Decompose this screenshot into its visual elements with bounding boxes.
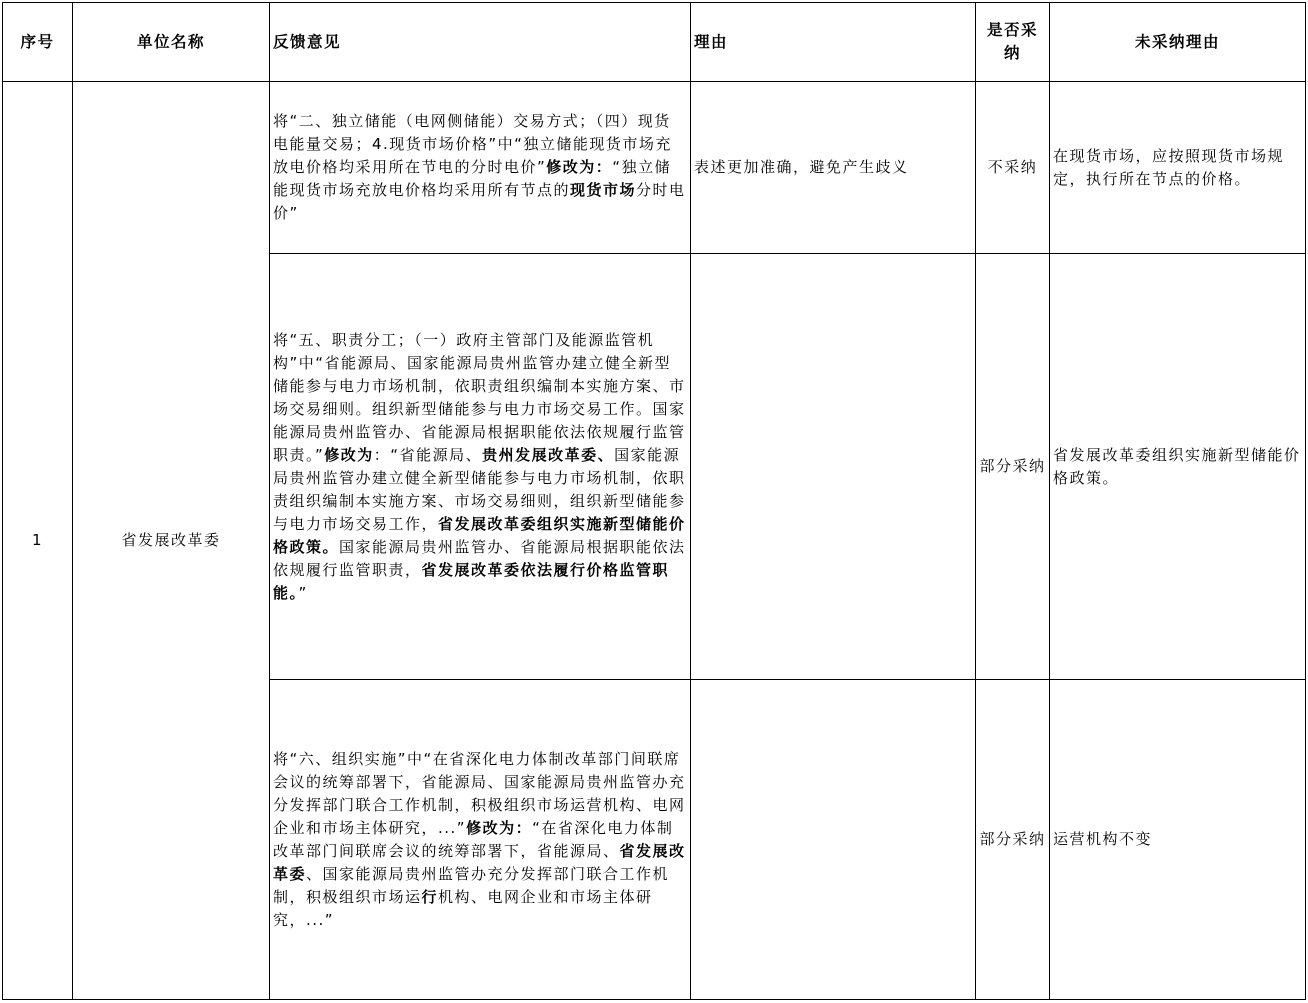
header-row	[3, 3, 1306, 82]
feedback-bold-run: 修改为：	[466, 818, 533, 837]
header-feedback: 反馈意见	[270, 3, 691, 82]
feedback-bold-run: 省发展改革委依法履行价格监管职能。	[273, 560, 670, 602]
feedback-text	[273, 112, 686, 222]
feedback-bold-run: 修改为	[324, 445, 374, 464]
feedback-run: 将“六、组织实施”中“在省深化电力体制改革部门间联席会议的统筹部署下，省能源局、国家能源局贵州监管办充分发挥部门联合工作机制，积极组织市场运营机构、电网企业和市场主体研究，...”	[273, 749, 686, 837]
adopted-cell: 不采纳	[976, 82, 1050, 254]
feedback-cell	[270, 82, 691, 254]
feedback-cell	[270, 680, 691, 1000]
feedback-run: 将“五、职责分工；（一）政府主管部门及能源监管机构”中“省能源局、国家能源局贵州监管办建立健全新型储能参与电力市场机制，依职责组织编制本实施方案、市场交易细则。组织新型储能参与电力市场交易工作。国家能源局贵州监管办、省能源局根据职能依法依规履行监管职责。”	[273, 330, 686, 464]
feedback-run: “独立储能现货市场充放电价格均采用所有节点的	[273, 158, 672, 199]
feedback-bold-run: 现货市场	[570, 181, 637, 199]
feedback-text	[273, 750, 686, 929]
feedback-run: ”	[298, 583, 308, 602]
feedback-run: 、国家能源局贵州监管办充分发挥部门联合工作机制，积极组织市场运	[273, 864, 670, 906]
feedback-run: ：“省能源局、	[373, 445, 483, 464]
adopted-cell: 部分采纳	[976, 680, 1050, 1000]
header-adopted: 是否采纳	[976, 3, 1050, 82]
header-not-adopted-reason: 未采纳理由	[1050, 3, 1306, 82]
not-adopted-reason-cell: 在现货市场，应按照现货市场规定，执行所在节点的价格。	[1050, 82, 1306, 254]
feedback-bold-run: 行	[421, 887, 439, 906]
table-row	[3, 82, 1306, 254]
feedback-run: 将“二、独立储能（电网侧储能）交易方式；（四）现货电能量交易；4.现货市场价格”中“独立储能现货市场充放电价格均采用所在节电的分时电价”	[273, 112, 672, 176]
reason-cell	[691, 680, 976, 1000]
feedback-run: “在省深化电力体制改革部门间联席会议的统筹部署下，省能源局、	[273, 818, 674, 860]
feedback-bold-run: 修改为：	[546, 158, 613, 176]
seq-cell: 1	[3, 82, 73, 1000]
feedback-table	[2, 2, 1306, 1000]
feedback-run: 国家能源局贵州监管办、省能源局根据职能依法依规履行监管职责，	[273, 537, 686, 579]
feedback-bold-run: 省发展改革委组织实施新型储能价格政策。	[273, 514, 686, 556]
feedback-run: 分时电价”	[273, 181, 686, 222]
feedback-run: 机构、电网企业和市场主体研究，...”	[273, 887, 653, 929]
feedback-run: 国家能源局贵州监管办建立健全新型储能参与电力市场机制，依职责组织编制本实施方案、市场交易细则，组织新型储能参与电力市场交易工作，	[273, 445, 686, 533]
not-adopted-reason-cell: 省发展改革委组织实施新型储能价格政策。	[1050, 254, 1306, 680]
reason-cell: 表述更加准确，避免产生歧义	[691, 82, 976, 254]
feedback-bold-run: 省发展改革委	[273, 841, 686, 883]
header-reason: 理由	[691, 3, 976, 82]
header-unit: 单位名称	[73, 3, 270, 82]
header-seq: 序号	[3, 3, 73, 82]
feedback-text	[273, 331, 686, 602]
unit-cell: 省发展改革委	[73, 82, 270, 1000]
not-adopted-reason-cell: 运营机构不变	[1050, 680, 1306, 1000]
adopted-cell: 部分采纳	[976, 254, 1050, 680]
feedback-cell	[270, 254, 691, 680]
reason-cell	[691, 254, 976, 680]
feedback-bold-run: 贵州发展改革委、	[482, 445, 615, 464]
